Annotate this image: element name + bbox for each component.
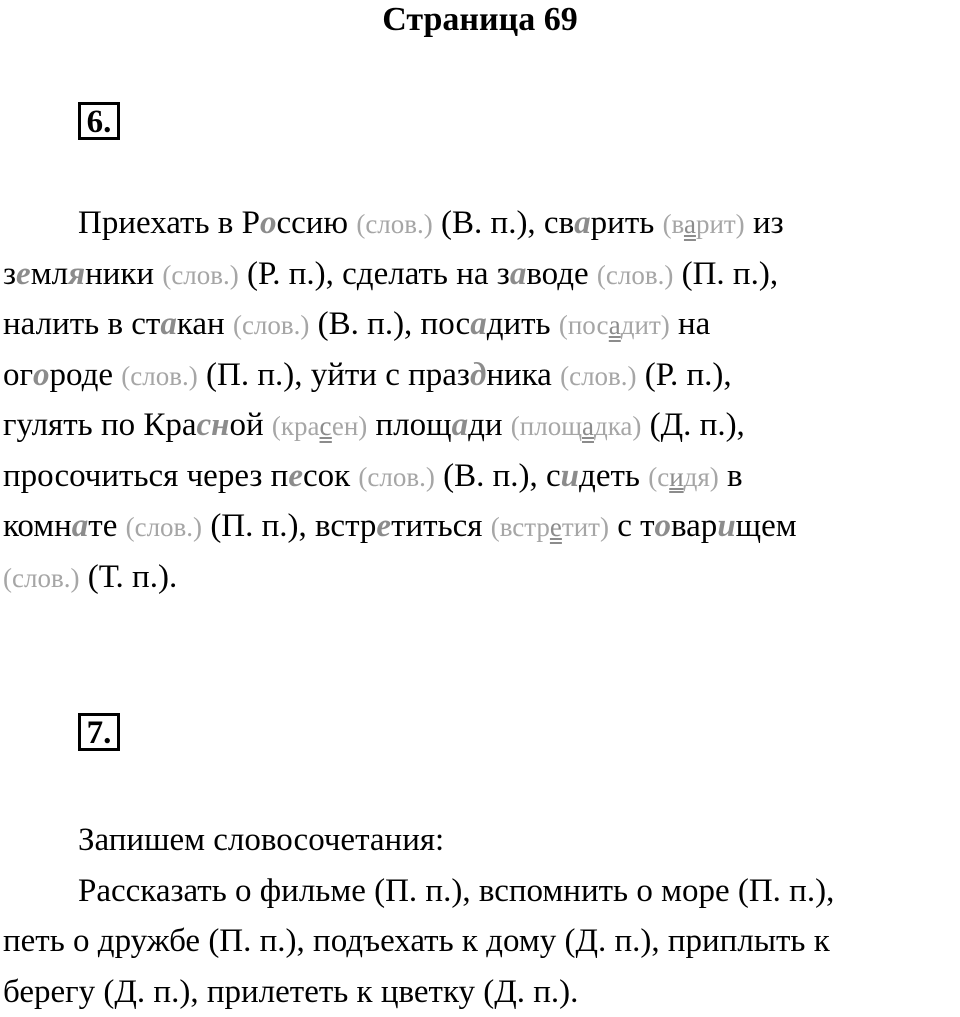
hint-text: и xyxy=(669,462,683,492)
text-line xyxy=(3,967,960,1017)
highlighted-letter: а xyxy=(510,256,527,292)
highlighted-letter: а xyxy=(160,306,177,342)
text-segment: в xyxy=(719,458,743,494)
hint-text: е xyxy=(550,512,562,542)
text-segment: комн xyxy=(3,508,72,544)
hint-text: (слов.) xyxy=(233,310,309,340)
text-segment: петь о дружбе (П. п.), подъехать к дому (Д. п.), приплыть к xyxy=(3,923,830,959)
text-segment: з xyxy=(3,256,16,292)
highlighted-letter: я xyxy=(68,256,85,292)
hint-text: (слов.) xyxy=(358,462,434,492)
text-segment: (Р. п.), сделать на з xyxy=(239,256,510,292)
highlighted-letter: е xyxy=(288,458,303,494)
text-segment: берегу (Д. п.), прилететь к цветку (Д. п.). xyxy=(3,974,578,1010)
text-segment: титься xyxy=(391,508,491,544)
text-segment: (Т. п.). xyxy=(79,559,177,595)
hint-text: дка) xyxy=(594,411,641,441)
hint-text: а xyxy=(684,209,696,239)
text-segment: просочиться через п xyxy=(3,458,288,494)
text-segment: гулять по Кра xyxy=(3,407,197,443)
text-line xyxy=(3,916,960,967)
text-segment: дить xyxy=(487,306,559,342)
text-segment: ой xyxy=(230,407,272,443)
text-line xyxy=(3,249,960,300)
hint-text: (с xyxy=(648,462,669,492)
text-segment: (В. п.), св xyxy=(433,205,574,241)
text-line xyxy=(3,451,960,502)
text-segment: мл xyxy=(31,256,68,292)
hint-text: (кра xyxy=(272,411,320,441)
highlighted-letter: е xyxy=(16,256,31,292)
text-line xyxy=(3,552,960,603)
highlighted-letter: о xyxy=(33,357,50,393)
hint-text: (пос xyxy=(559,310,609,340)
text-segment: роде xyxy=(50,357,122,393)
text-segment: деть xyxy=(579,458,648,494)
text-segment: вар xyxy=(671,508,717,544)
task-7-text xyxy=(3,815,960,1017)
text-segment: (В. п.), с xyxy=(435,458,561,494)
hint-text: а xyxy=(582,411,594,441)
text-line xyxy=(3,400,960,451)
text-segment: (Д. п.), xyxy=(641,407,744,443)
task-6-text xyxy=(3,198,960,602)
text-segment: ники xyxy=(85,256,162,292)
hint-text: дит) xyxy=(621,310,670,340)
page-title: Страница 69 xyxy=(0,0,960,40)
highlighted-letter: и xyxy=(717,508,735,544)
highlighted-letter: а xyxy=(574,205,591,241)
text-segment: кан xyxy=(177,306,233,342)
hint-text: тит) xyxy=(562,512,609,542)
text-segment: (П. п.), xyxy=(673,256,778,292)
text-line xyxy=(3,198,960,249)
text-segment: воде xyxy=(526,256,597,292)
hint-text: с xyxy=(320,411,332,441)
highlighted-letter: о xyxy=(655,508,672,544)
highlighted-letter: сн xyxy=(197,407,230,443)
hint-text: (слов.) xyxy=(3,563,79,593)
text-segment: на xyxy=(670,306,711,342)
text-line xyxy=(3,501,960,552)
hint-text: дя) xyxy=(684,462,719,492)
task-number-6: 6. xyxy=(78,102,120,140)
hint-text: (слов.) xyxy=(126,512,202,542)
text-line xyxy=(3,350,960,401)
hint-text: (слов.) xyxy=(162,260,238,290)
text-segment: (П. п.), встр xyxy=(202,508,376,544)
text-segment: площ xyxy=(367,407,451,443)
text-line xyxy=(3,866,960,917)
hint-text: (в xyxy=(663,209,684,239)
highlighted-letter: а xyxy=(470,306,487,342)
highlighted-letter: а xyxy=(72,508,89,544)
text-segment: из xyxy=(745,205,784,241)
hint-text: (площ xyxy=(511,411,582,441)
text-line xyxy=(3,299,960,350)
text-segment: ди xyxy=(468,407,511,443)
highlighted-letter: е xyxy=(376,508,391,544)
hint-text: рит) xyxy=(696,209,745,239)
hint-text: (слов.) xyxy=(597,260,673,290)
highlighted-letter: о xyxy=(260,205,277,241)
text-segment: Рассказать о фильме (П. п.), вспомнить о море (П. п.), xyxy=(78,873,834,909)
hint-text: (слов.) xyxy=(121,361,197,391)
text-segment: Приехать в Р xyxy=(78,205,260,241)
highlighted-letter: а xyxy=(452,407,469,443)
text-segment: ника xyxy=(486,357,560,393)
text-segment: (П. п.), уйти с праз xyxy=(198,357,470,393)
text-segment: сок xyxy=(303,458,358,494)
text-segment: те xyxy=(88,508,125,544)
text-segment: (В. п.), пос xyxy=(309,306,470,342)
hint-text: (встр xyxy=(491,512,550,542)
hint-text: а xyxy=(609,310,621,340)
text-segment: ссию xyxy=(276,205,356,241)
text-segment: налить в ст xyxy=(3,306,160,342)
text-segment: ог xyxy=(3,357,33,393)
text-segment: рить xyxy=(591,205,663,241)
text-segment: (Р. п.), xyxy=(637,357,732,393)
hint-text: ен) xyxy=(332,411,367,441)
hint-text: (слов.) xyxy=(356,209,432,239)
text-segment: Запишем словосочетания: xyxy=(78,822,444,858)
text-segment: щем xyxy=(736,508,797,544)
text-line xyxy=(3,815,960,866)
highlighted-letter: д xyxy=(470,357,486,393)
text-segment: с т xyxy=(609,508,655,544)
hint-text: (слов.) xyxy=(560,361,636,391)
highlighted-letter: и xyxy=(561,458,579,494)
task-number-7: 7. xyxy=(78,713,120,751)
